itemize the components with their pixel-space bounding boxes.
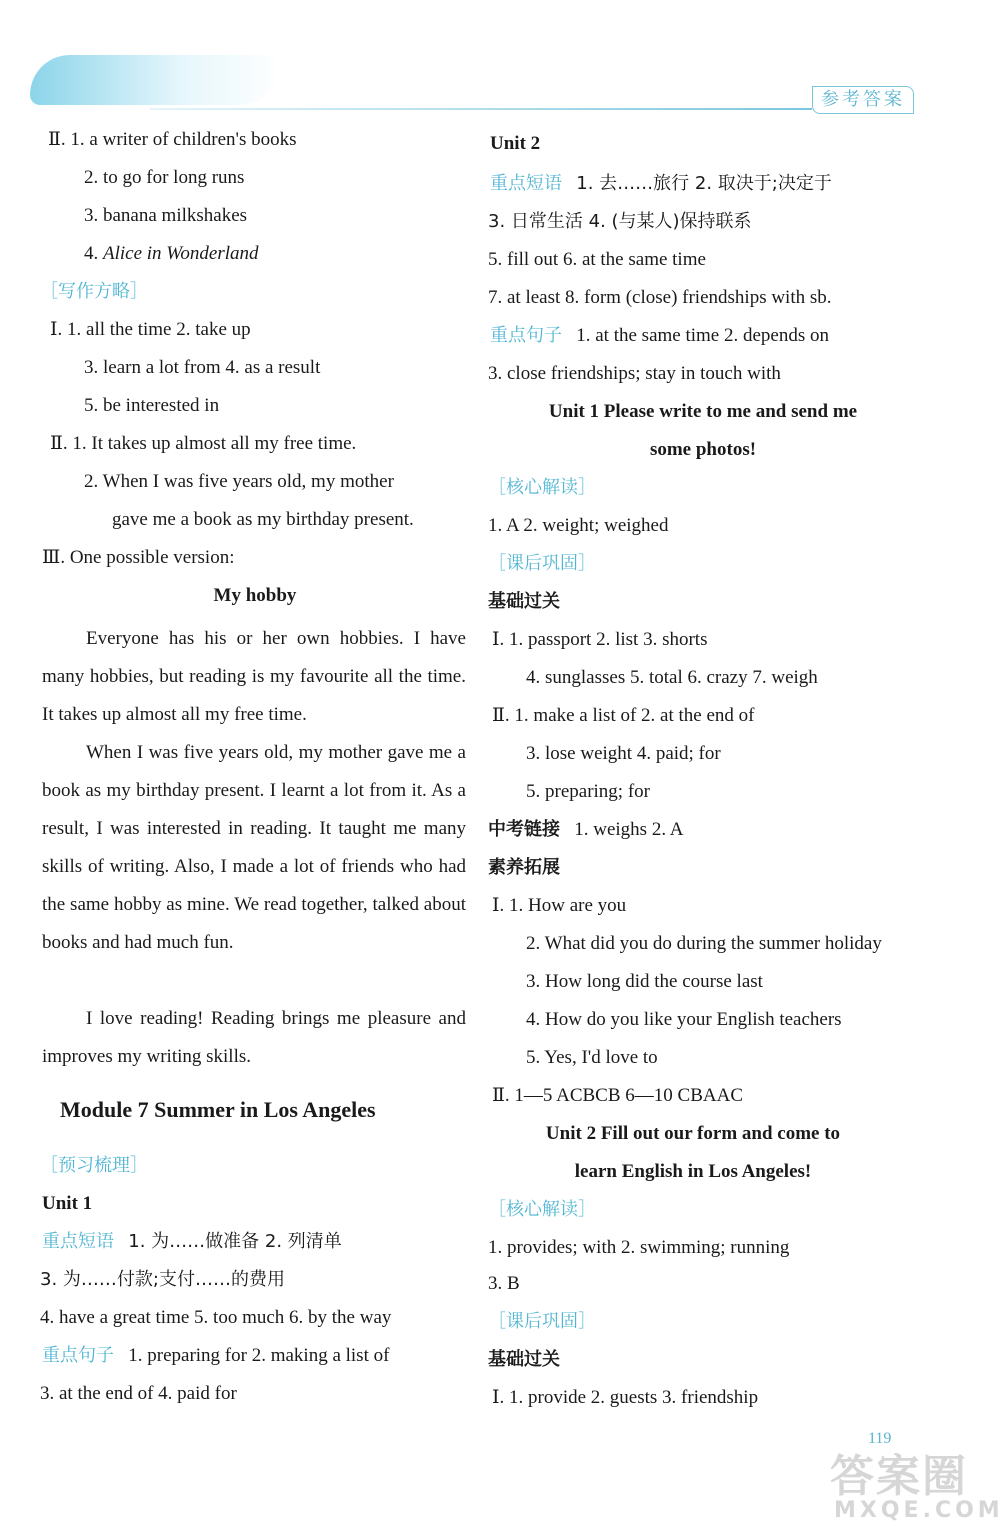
lesson-title: Unit 2 Fill out our form and come to — [545, 1123, 841, 1144]
header-decoration — [30, 55, 280, 105]
answer-line — [490, 322, 829, 350]
lesson-title: Unit 1 Please write to me and send me — [548, 401, 858, 422]
watermark-domain: MXQE.COM — [834, 1498, 1004, 1523]
answer-line: Ⅰ. 1. passport 2. list 3. shorts — [492, 629, 708, 650]
watermark-logo — [820, 1440, 1004, 1530]
answer-line: 3. B — [488, 1273, 520, 1294]
answer-line: Ⅱ. 1. a writer of children's books — [48, 129, 297, 150]
answer-line: 3. learn a lot from 4. as a result — [84, 357, 321, 378]
section-label-writing: ［写作方略］ — [40, 281, 148, 302]
answer-line — [490, 170, 832, 198]
tag-key-sentences: 重点句子 — [490, 325, 562, 346]
answer-line: Ⅰ. 1. provide 2. guests 3. friendship — [492, 1387, 759, 1408]
tag-key-phrases: 重点短语 — [42, 1231, 114, 1252]
answer-line: 2. to go for long runs — [84, 167, 245, 188]
section-label-after-class: ［课后巩固］ — [488, 1311, 596, 1332]
tag-key-sentences: 重点句子 — [42, 1345, 114, 1366]
answer-line: 3. 日常生活 4. (与某人)保持联系 — [488, 211, 752, 232]
header-rule — [150, 108, 812, 110]
answer-line: 4. have a great time 5. too much 6. by the way — [40, 1307, 392, 1328]
section-label-core: ［核心解读］ — [488, 477, 596, 498]
lesson-title: learn English in Los Angeles! — [574, 1161, 812, 1182]
answer-line — [488, 816, 684, 844]
answer-line: 7. at least 8. form (close) friendships with sb. — [488, 287, 832, 308]
subsection-heading: 中考链接 — [488, 819, 560, 840]
answer-line: Ⅰ. 1. all the time 2. take up — [50, 319, 251, 340]
answer-line: 3. How long did the course last — [526, 971, 763, 992]
answer-line: 3. banana milkshakes — [84, 205, 248, 226]
answer-line: 4. sunglasses 5. total 6. crazy 7. weigh — [526, 667, 818, 688]
tag-key-phrases: 重点短语 — [490, 173, 562, 194]
phrase-answers: 1. 去……旅行 2. 取决于;决定于 — [576, 173, 832, 194]
page-header — [0, 0, 1006, 120]
answer-line: 2. When I was five years old, my mother — [84, 471, 394, 492]
section-label-after-class: ［课后巩固］ — [488, 553, 596, 574]
answer-line: Ⅰ. 1. How are you — [492, 895, 627, 916]
answer-line — [42, 1228, 342, 1256]
answer-line: 2. What did you do during the summer holiday — [526, 933, 882, 954]
section-label-preview: ［预习梳理］ — [40, 1155, 148, 1176]
answer-line: 5. Yes, I'd love to — [526, 1047, 658, 1068]
lesson-title: some photos! — [649, 439, 757, 460]
answer-line: 3. at the end of 4. paid for — [40, 1383, 237, 1404]
sentence-answers: 1. preparing for 2. making a list of — [128, 1345, 390, 1366]
answer-line: 1. provides; with 2. swimming; running — [488, 1237, 790, 1258]
unit-heading: Unit 2 — [490, 133, 541, 154]
answer-line: Ⅱ. 1—5 ACBCB 6—10 CBAAC — [492, 1085, 743, 1106]
page-number: 119 — [868, 1430, 892, 1447]
answer-line: 5. be interested in — [84, 395, 220, 416]
section-tab-answers: 参考答案 — [812, 86, 914, 114]
subsection-heading: 基础过关 — [488, 591, 560, 612]
sentence-answers: 1. at the same time 2. depends on — [576, 325, 829, 346]
unit-heading: Unit 1 — [42, 1193, 93, 1214]
answer-line — [84, 240, 259, 268]
answer-line: Ⅲ. One possible version: — [42, 547, 235, 568]
module-title: Module 7 Summer in Los Angeles — [60, 1097, 376, 1122]
essay-paragraph: When I was five years old, my mother gave me a book as my birthday present. I learnt a lot from it. As a result, I was interested in reading. It taught me many skills of writing. Also, I made a lot of friends who had the same hobby as mine. We read together, talked about books and had much fun. — [42, 742, 466, 953]
watermark-text: 答案圈 — [830, 1451, 968, 1502]
phrase-answers: 1. 为……做准备 2. 列清单 — [128, 1231, 342, 1252]
book-title: Alice in Wonderland — [103, 243, 259, 264]
answer-line: Ⅱ. 1. make a list of 2. at the end of — [492, 705, 755, 726]
essay-paragraph: I love reading! Reading brings me pleasure and improves my writing skills. — [42, 1008, 466, 1067]
subsection-heading: 基础过关 — [488, 1349, 560, 1370]
exam-answers: 1. weighs 2. A — [574, 819, 684, 840]
subsection-heading: 素养拓展 — [488, 857, 560, 878]
item-number: 4. — [84, 243, 103, 264]
answer-line: 3. close friendships; stay in touch with — [488, 363, 781, 384]
answer-line: 1. A 2. weight; weighed — [488, 515, 669, 536]
essay-title: My hobby — [213, 585, 297, 606]
answer-line: gave me a book as my birthday present. — [112, 509, 414, 530]
section-label-core: ［核心解读］ — [488, 1199, 596, 1220]
answer-line: 3. 为……付款;支付……的费用 — [40, 1269, 285, 1290]
answer-line: 4. How do you like your English teachers — [526, 1009, 842, 1030]
answer-line — [42, 1342, 389, 1370]
answer-line: 5. preparing; for — [526, 781, 650, 802]
answer-line: Ⅱ. 1. It takes up almost all my free time. — [50, 433, 357, 454]
answer-line: 5. fill out 6. at the same time — [488, 249, 706, 270]
answer-line: 3. lose weight 4. paid; for — [526, 743, 721, 764]
essay-paragraph: Everyone has his or her own hobbies. I have many hobbies, but reading is my favourite all the time. It takes up almost all my free time. — [42, 628, 466, 725]
